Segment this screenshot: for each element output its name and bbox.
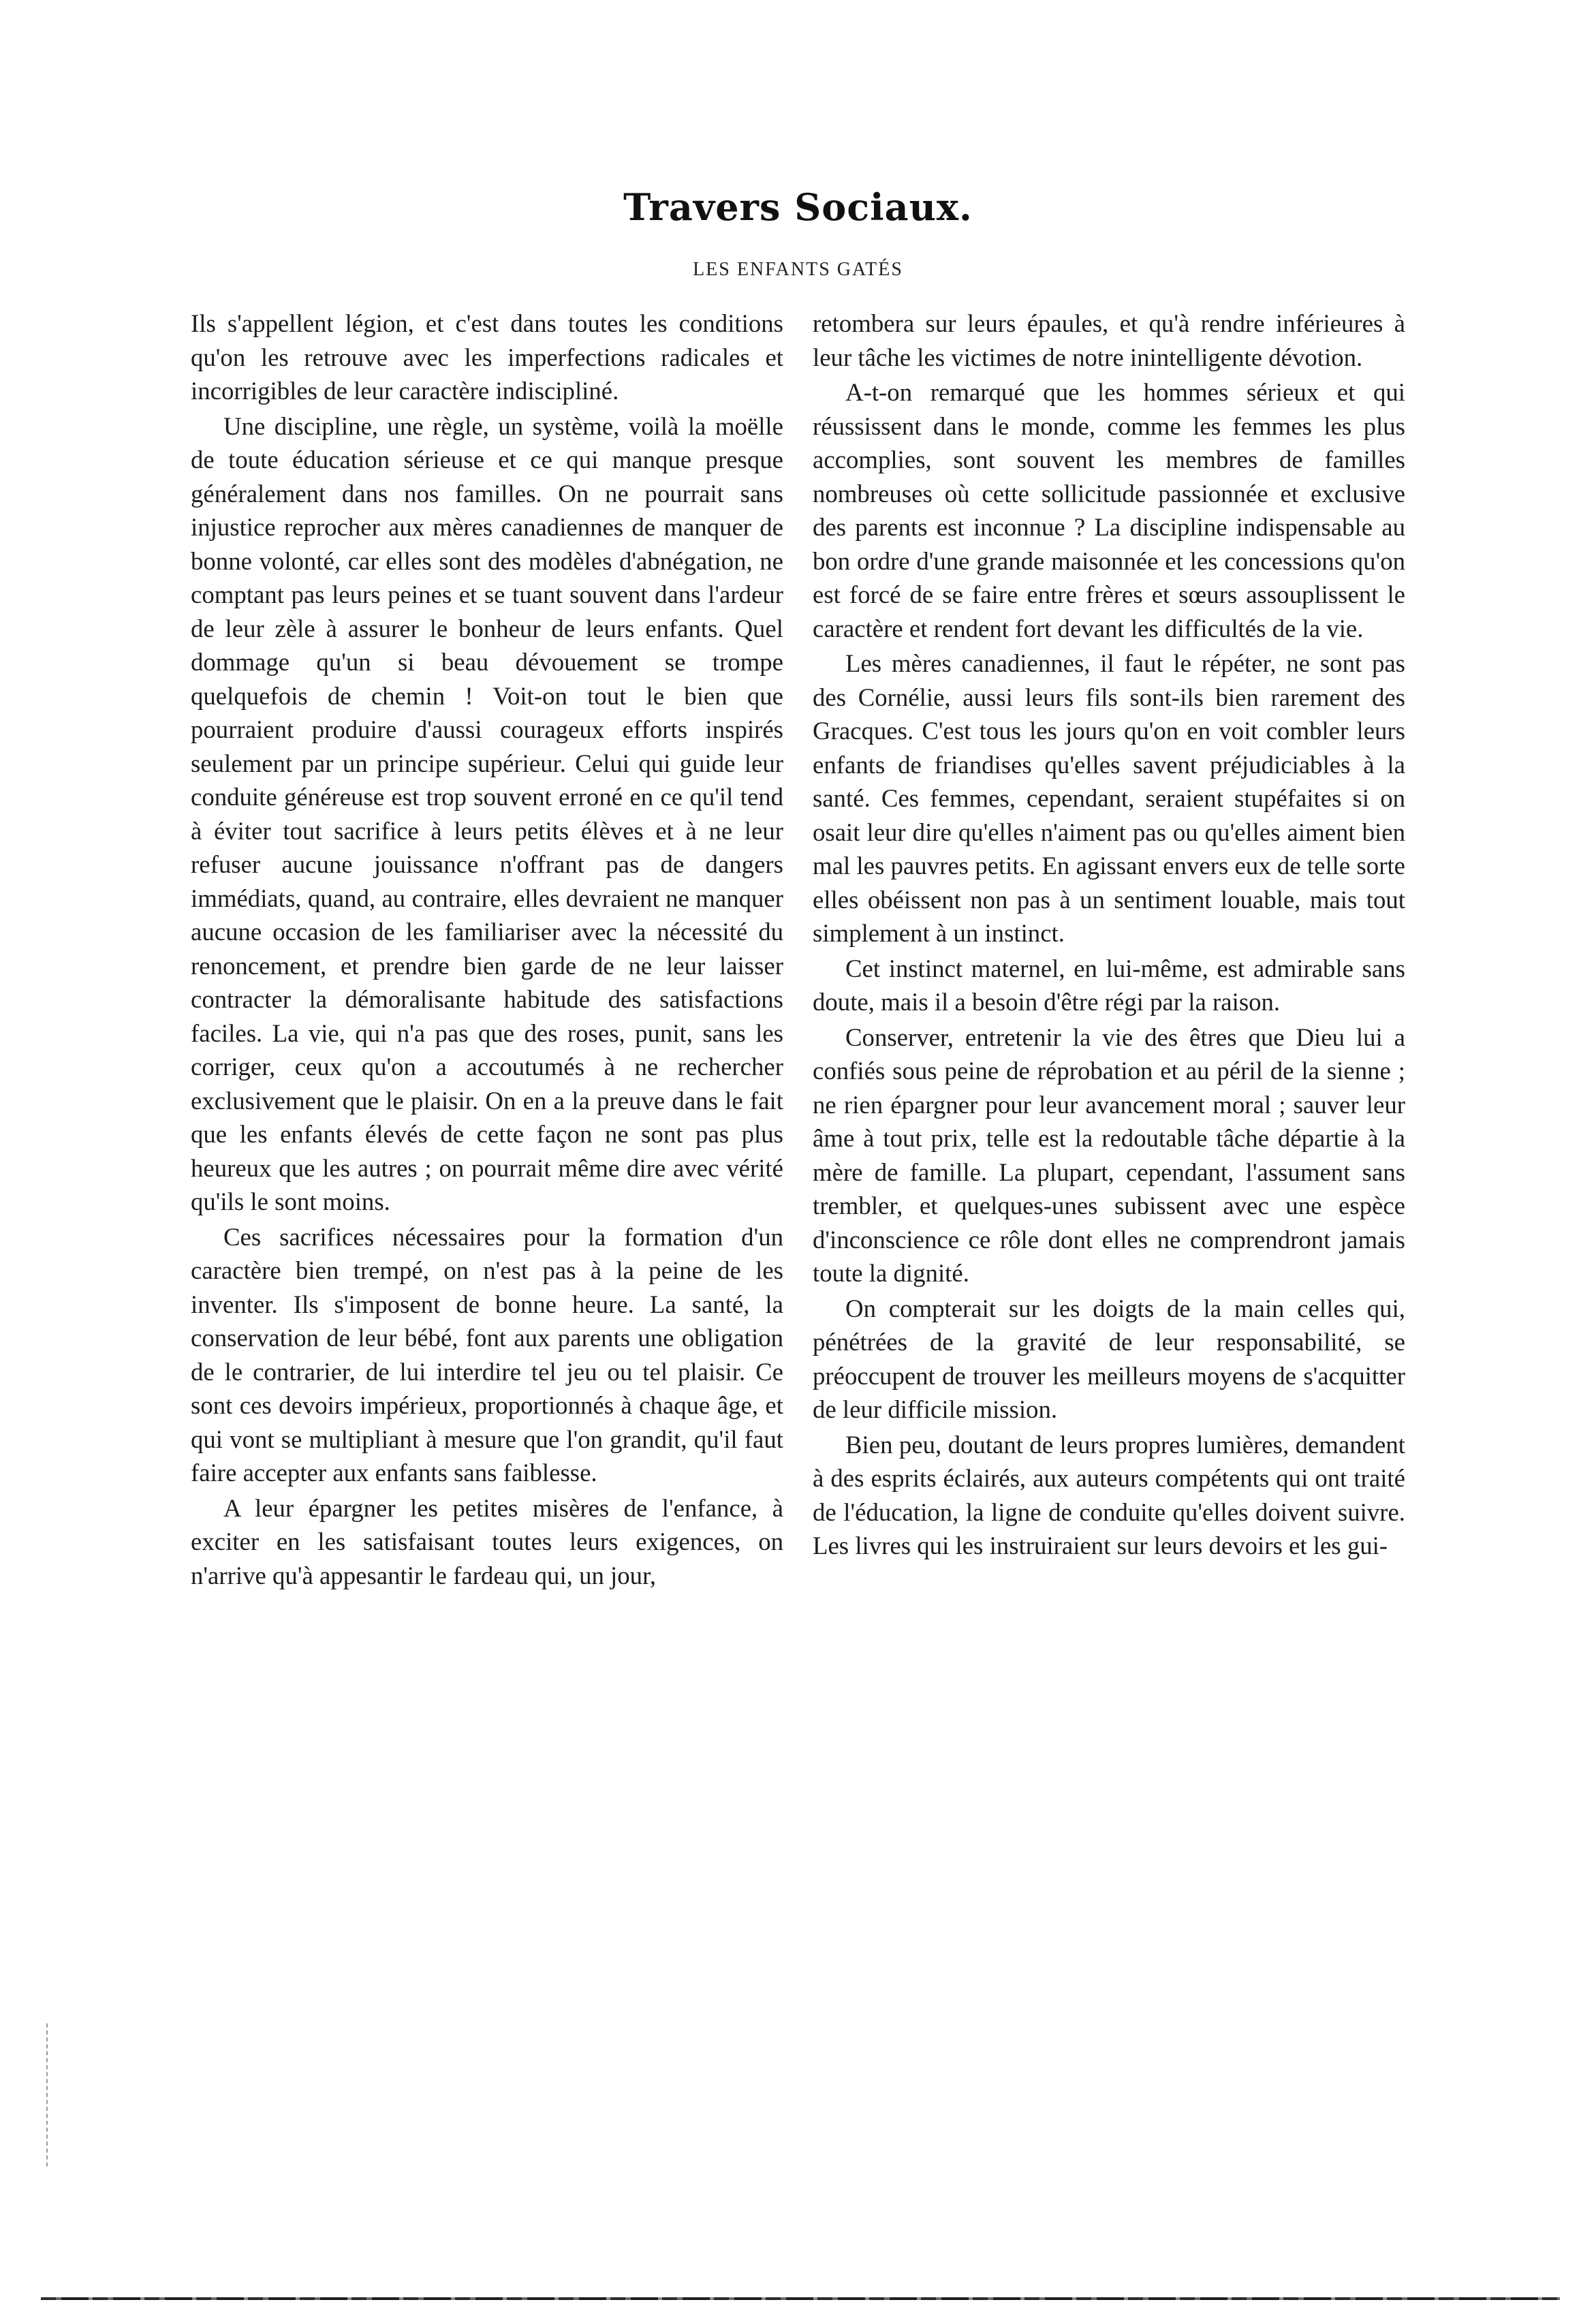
scan-margin-artifact <box>46 2023 50 2166</box>
paragraph: Cet instinct maternel, en lui-même, est admirable sans doute, mais il a besoin d'être régi par la raison. <box>813 954 1405 1016</box>
paragraph: Une discipline, une règle, un système, voilà la moëlle de toute éducation sérieuse et ce qui manque presque généralement dans nos familles. On ne pourrait sans injustice reprocher aux mères canadiennes de manquer de bonne volonté, car elles sont des modèles d'abnégation, ne comptant pas leurs peines et se tuant souvent dans l'ardeur de leur zèle à assurer le bonheur de leurs enfants. Quel dommage qu'un si beau dévouement se trompe quelquefois de chemin ! Voit-on tout le bien que pourraient produire d'aussi courageux efforts inspirés seulement par un principe supérieur. Celui qui guide leur conduite généreuse est trop souvent erroné en ce qu'il tend à éviter tout sacrifice à leurs petits élèves et à ne leur refuser aucune jouissance n'offrant pas de dangers immédiats, quand, au contraire, elles devraient ne manquer aucune occasion de les familiariser avec la nécessité du renoncement, et prendre bien garde de ne leur laisser contracter la démoralisante habitude des satisfactions faciles. La vie, qui n'a pas que des roses, punit, sans les corriger, ceux qu'on a accoutumés à ne rechercher exclusivement que le plaisir. On en a la preuve dans le fait que les enfants élevés de cette façon ne sont pas plus heureux que les autres ; on pourrait même dire avec vérité qu'ils le sont moins. <box>191 411 783 1215</box>
right-column <box>813 307 1405 1564</box>
page-bottom-rule <box>41 2297 1560 2300</box>
paragraph: On compterait sur les doigts de la main celles qui, pénétrées de la gravité de leur responsabilité, se préoccupent de trouver les meilleurs moyens de s'acquitter de leur difficile mission. <box>813 1294 1405 1423</box>
paragraph: Bien peu, doutant de leurs propres lumières, demandent à des esprits éclairés, aux auteurs compétents qui ont traité de l'éducation, la ligne de conduite qu'elles doivent suivre. Les livres qui les instruiraient sur leurs devoirs et les gui- <box>813 1430 1405 1559</box>
paragraph: Ils s'appellent légion, et c'est dans toutes les conditions qu'on les retrouve avec les imperfections radicales et incorrigibles de leur caractère indiscipliné. <box>191 309 783 405</box>
paragraph: Les mères canadiennes, il faut le répéter, ne sont pas des Cornélie, aussi leurs fils sont-ils bien rarement des Gracques. C'est tous les jours qu'on en voit combler leurs enfants de friandises qu'elles savent préjudiciables à la santé. Ces femmes, cependant, seraient stupéfaites si on osait leur dire qu'elles n'aiment pas ou qu'elles aiment bien mal les pauvres petits. En agissant envers eux de telle sorte elles obéissent non pas à un sentiment louable, mais tout simplement à un instinct. <box>813 649 1405 947</box>
left-column <box>191 307 783 1594</box>
paragraph: A-t-on remarqué que les hommes sérieux et qui réussissent dans le monde, comme les femmes les plus accomplies, sont souvent les membres de familles nombreuses où cette sollicitude passionnée et exclusive des parents est inconnue ? La discipline indispensable au bon ordre d'une grande maisonnée et les concessions qu'on est forcé de se faire entre frères et sœurs assouplissent le caractère et rendent fort devant les difficultés de la vie. <box>813 378 1405 642</box>
article-title: Travers Sociaux. <box>623 185 973 229</box>
paragraph: Ces sacrifices nécessaires pour la formation d'un caractère bien trempé, on n'est pas à la peine de les inventer. Ils s'imposent de bonne heure. La santé, la conservation de leur bébé, font aux parents une obligation de le contrarier, de lui interdire tel jeu ou tel plaisir. Ce sont ces devoirs impérieux, proportionnés à chaque âge, et qui vont se multipliant à mesure que l'on grandit, qu'il faut faire accepter aux enfants sans faiblesse. <box>191 1222 783 1487</box>
article-subtitle: LES ENFANTS GATÉS <box>693 259 903 280</box>
paragraph: Conserver, entretenir la vie des êtres que Dieu lui a confiés sous peine de réprobation et au péril de la sienne ; ne rien épargner pour leur avancement moral ; sauver leur âme à tout prix, telle est la redoutable tâche départie à la mère de famille. La plupart, cependant, l'assument sans trembler, et quelques-unes subissent avec une espèce d'inconscience ce rôle dont elles ne comprendront jamais toute la dignité. <box>813 1023 1405 1287</box>
paragraph: A leur épargner les petites misères de l'enfance, à exciter en les satisfaisant toutes leurs exigences, on n'arrive qu'à appesantir le fardeau qui, un jour, <box>191 1493 783 1589</box>
paragraph: retombera sur leurs épaules, et qu'à rendre inférieures à leur tâche les victimes de notre inintelligente dévotion. <box>813 309 1405 371</box>
